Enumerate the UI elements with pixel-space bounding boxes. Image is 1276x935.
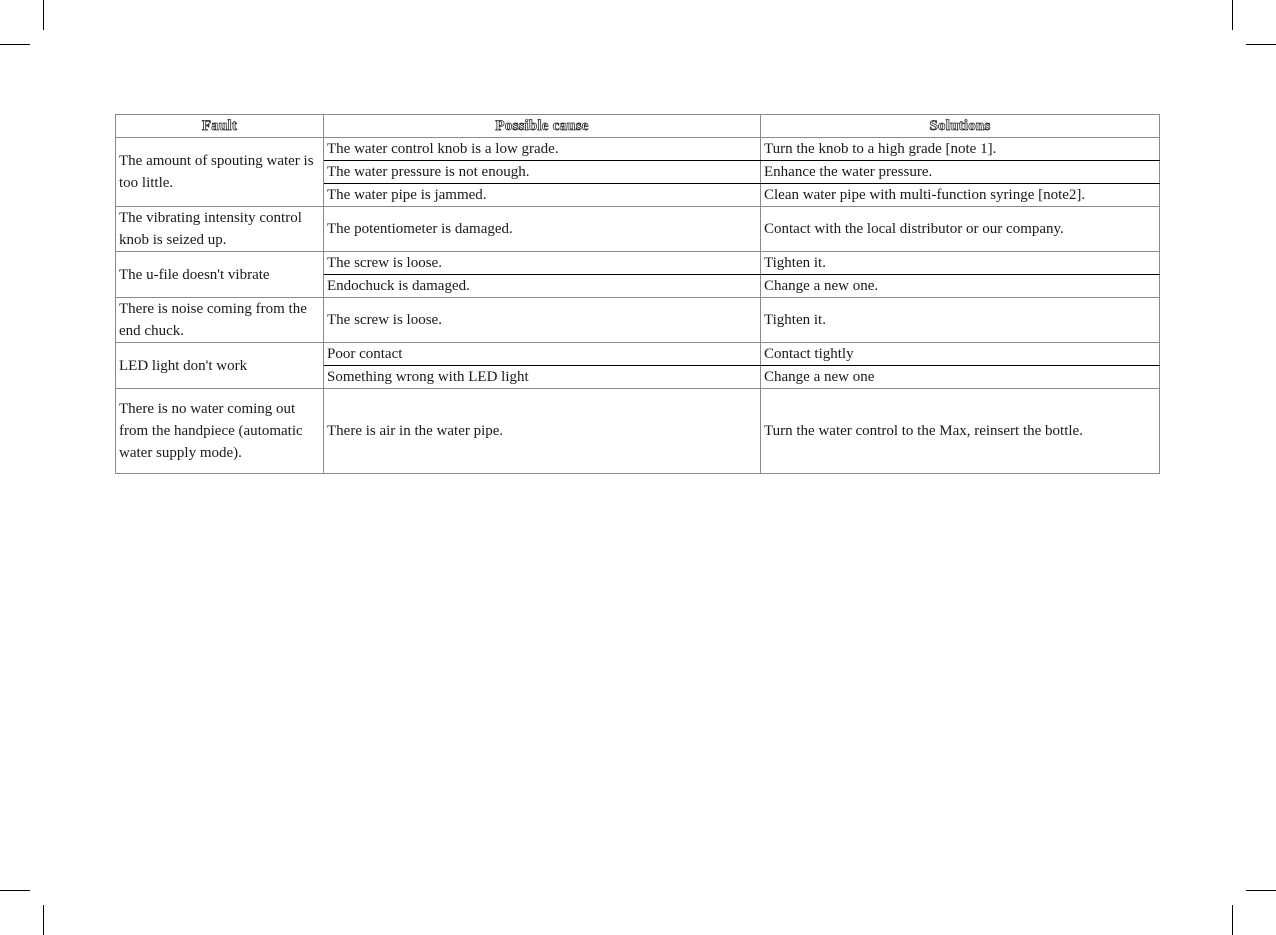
solution-cell: Tighten it.	[761, 252, 1160, 275]
crop-mark	[0, 44, 30, 45]
fault-cell: There is noise coming from the end chuck.	[116, 298, 324, 343]
table-row	[116, 343, 1160, 366]
solution-cell: Turn the knob to a high grade [note 1].	[761, 138, 1160, 161]
fault-cell: There is no water coming out from the handpiece (automatic water supply mode).	[116, 389, 324, 474]
solution-cell: Clean water pipe with multi-function syringe [note2].	[761, 184, 1160, 207]
crop-mark	[1246, 44, 1276, 45]
table-header-row	[116, 115, 1160, 138]
fault-cell: The amount of spouting water is too little.	[116, 138, 324, 207]
solution-cell: Contact with the local distributor or our company.	[761, 207, 1160, 252]
cause-cell: The screw is loose.	[324, 298, 761, 343]
table-row	[116, 138, 1160, 161]
cause-cell: The water pressure is not enough.	[324, 161, 761, 184]
crop-mark	[0, 890, 30, 891]
fault-cell: The u-file doesn't vibrate	[116, 252, 324, 298]
cause-cell: Endochuck is damaged.	[324, 275, 761, 298]
crop-mark	[1246, 890, 1276, 891]
cause-cell: The water pipe is jammed.	[324, 184, 761, 207]
troubleshooting-table	[115, 114, 1160, 474]
header-possible-cause: Possible cause	[324, 115, 761, 138]
cause-cell: The screw is loose.	[324, 252, 761, 275]
cause-cell: Poor contact	[324, 343, 761, 366]
crop-mark	[1232, 0, 1233, 30]
table-row	[116, 252, 1160, 275]
crop-mark	[43, 905, 44, 935]
cause-cell: There is air in the water pipe.	[324, 389, 761, 474]
cause-cell: The potentiometer is damaged.	[324, 207, 761, 252]
cause-cell: The water control knob is a low grade.	[324, 138, 761, 161]
header-solutions: Solutions	[761, 115, 1160, 138]
solution-cell: Contact tightly	[761, 343, 1160, 366]
solution-cell: Tighten it.	[761, 298, 1160, 343]
table-row	[116, 298, 1160, 343]
fault-cell: LED light don't work	[116, 343, 324, 389]
cause-cell: Something wrong with LED light	[324, 366, 761, 389]
header-fault: Fault	[116, 115, 324, 138]
crop-mark	[43, 0, 44, 30]
solution-cell: Change a new one.	[761, 275, 1160, 298]
fault-cell: The vibrating intensity control knob is seized up.	[116, 207, 324, 252]
solution-cell: Enhance the water pressure.	[761, 161, 1160, 184]
table-row	[116, 389, 1160, 474]
solution-cell: Turn the water control to the Max, reinsert the bottle.	[761, 389, 1160, 474]
solution-cell: Change a new one	[761, 366, 1160, 389]
table-row	[116, 207, 1160, 252]
crop-mark	[1232, 905, 1233, 935]
